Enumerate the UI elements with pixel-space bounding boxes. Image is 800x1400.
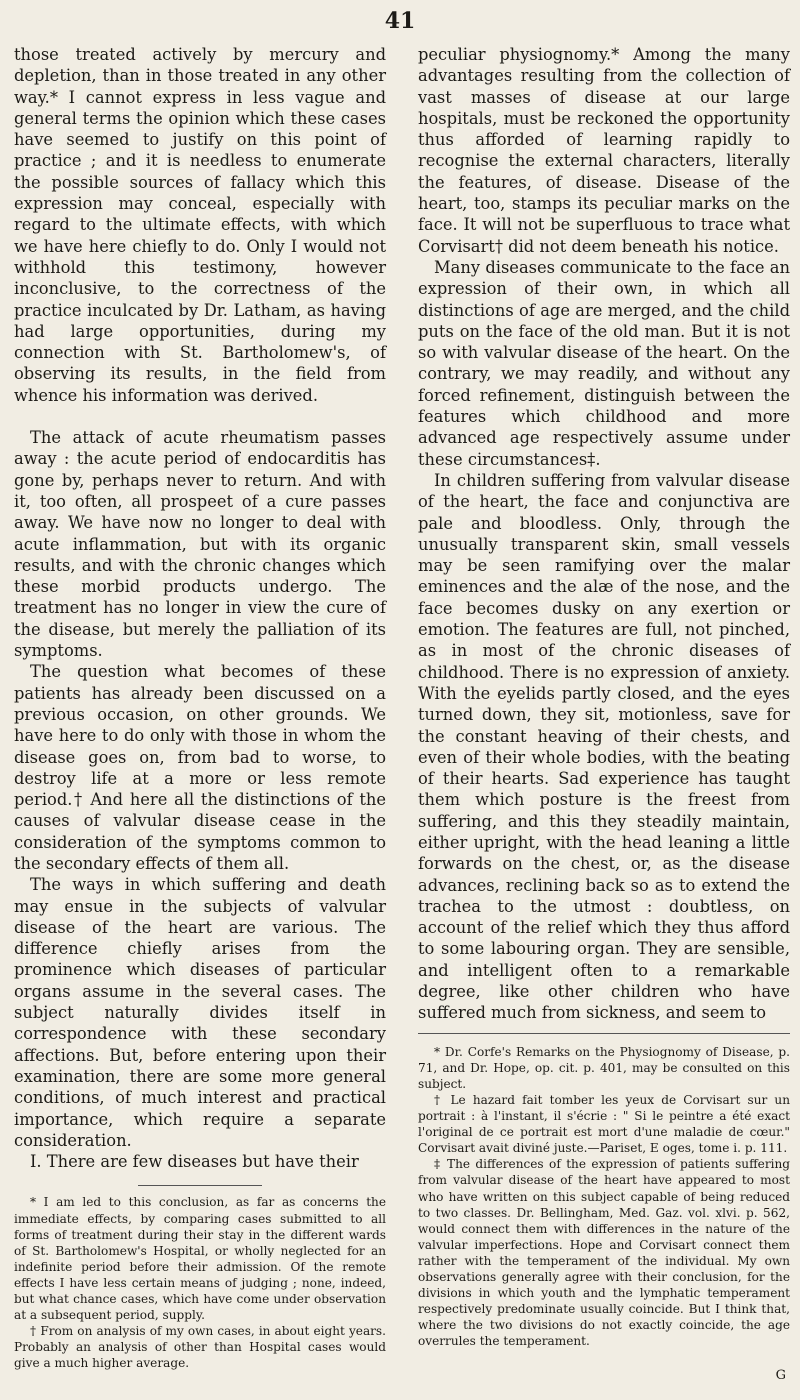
body-paragraph: The attack of acute rheumatism passes away : the acute period of endocarditis has gone by, perhaps never to return. And with it, too often, all prospeet of a cure passes away. We have now no longer to deal with acute inflammation, but with its organic results, and with the chronic changes which these morbid products undergo. The treatment has no longer in view the cure of the disease, but merely the palliation of its symptoms. [14, 428, 386, 661]
footnote: * Dr. Corfe's Remarks on the Physiognomy of Disease, p. 71, and Dr. Hope, op. cit. p. 401, may be consulted on this subject. [418, 1044, 790, 1091]
footnote-divider [418, 1033, 790, 1034]
footnote-divider [138, 1185, 262, 1186]
right-column [418, 44, 790, 1349]
body-paragraph: I. There are few diseases but have their [30, 1152, 359, 1172]
body-paragraph: The ways in which suffering and death may ensue in the subjects of valvular disease of the heart are various. The difference chiefly arises from the prominence which diseases of particular organs assume in the several cases. The subject naturally divides itself in correspondence with these secondary affections. But, before entering upon their examination, there are some more general conditions, of much interest and practical importance, which require a separate consideration. [14, 875, 386, 1150]
body-paragraph: In children suffering from valvular disease of the heart, the face and conjunctiva are pale and bloodless. Only, through the unusually transparent skin, small vessels may be seen ramifying over the malar eminences and the alæ of the nose, and the face becomes dusky on any exertion or emotion. The features are full, not pinched, as in most of the chronic diseases of childhood. There is no expression of anxiety. With the eyelids partly closed, and the eyes turned down, they sit, motionless, save for the constant heaving of their chests, and even of their whole bodies, with the beating of their hearts. Sad experience has taught them which posture is the freest from suffering, and this they steadily maintain, either upright, with the head leaning a little forwards on the chest, or, as the disease advances, reclining back so as to extend the trachea to the utmost : doubtless, on account of the relief which they thus afford to some labouring organ. They are sensible, and intelligent often to a remarkable degree, like other children who have suffered much from sickness, and seem to [418, 470, 790, 1023]
footnote: * I am led to this conclusion, as far as concerns the immediate effects, by comparing cases submitted to all forms of treatment during their stay in the different wards of St. Bartholomew's Hospital, or wholly neglected for an indefinite period before their admission. Of the remote effects I have less certain means of judging ; none, indeed, but what chance cases, which have come under observation at a subsequent period, supply. [14, 1195, 386, 1323]
body-paragraph: Many diseases communicate to the face an expression of their own, in which all distinctions of age are merged, and the child puts on the face of the old man. But it is not so with valvular disease of the heart. On the contrary, we may readily, and without any forced refinement, distinguish between the features which childhood and more advanced age respectively assume under these circumstances‡. [418, 257, 790, 469]
footnote: † From on analysis of my own cases, in about eight years. Probably an analysis of other than Hospital cases would give a much higher average. [14, 1324, 386, 1371]
body-paragraph: peculiar physiognomy.* Among the many advantages resulting from the collection of vast masses of disease at our large hospitals, must be reckoned the opportunity thus afforded of learning rapidly to recognise the external characters, literally the features, of disease. Disease of the heart, too, stamps its peculiar marks on the face. It will not be superfluous to trace what Corvisart† did not deem beneath his notice. [418, 45, 790, 256]
footnote: † Le hazard fait tomber les yeux de Corvisart sur un portrait : à l'instant, il s'écrie : " Si le peintre a été exact l'original de ce portrait est mort d'une maladie de cœur." Corvisart avait diviné juste.—Pariset, E oges, tome i. p. 111. [418, 1092, 790, 1156]
left-column [14, 44, 386, 1371]
page-number: 41 [384, 8, 416, 34]
body-paragraph: those treated actively by mercury and depletion, than in those treated in any other way.* I cannot express in less vague and general terms the opinion which these cases have seemed to justify on this point of practice ; and it is needless to enumerate the possible sources of fallacy which this expression may conceal, especially with regard to the ultimate effects, with which we have here chiefly to do. Only I would not withhold this testimony, however inconclusive, to the correctness of the practice inculcated by Dr. Latham, as having had large opportunities, during my connection with St. Bartholomew's, of observing its results, in the field from whence his information was derived. [14, 45, 386, 405]
body-paragraph: The question what becomes of these patients has already been discussed on a previous occasion, on other grounds. We have here to do only with those in whom the disease goes on, from bad to worse, to destroy life at a more or less remote period.† And here all the distinctions of the causes of valvular disease cease in the consideration of the symptoms common to the secondary effects of them all. [14, 662, 386, 873]
signature-mark: G [775, 1368, 786, 1383]
footnote: ‡ The differences of the expression of patients suffering from valvular disease of the heart have appeared to most who have written on this subject capable of being reduced to two classes. Dr. Bellingham, Med. Gaz. vol. xlvi. p. 562, would connect them with differences in the nature of the valvular imperfections. Hope and Corvisart connect them rather with the temperament of the individual. My own observations generally agree with their conclusion, for the divisions in which youth and the lymphatic temperament respectively predominate usually coincide. But I think that, where the two divisions do not exactly coincide, the age overrules the temperament. [418, 1157, 790, 1349]
